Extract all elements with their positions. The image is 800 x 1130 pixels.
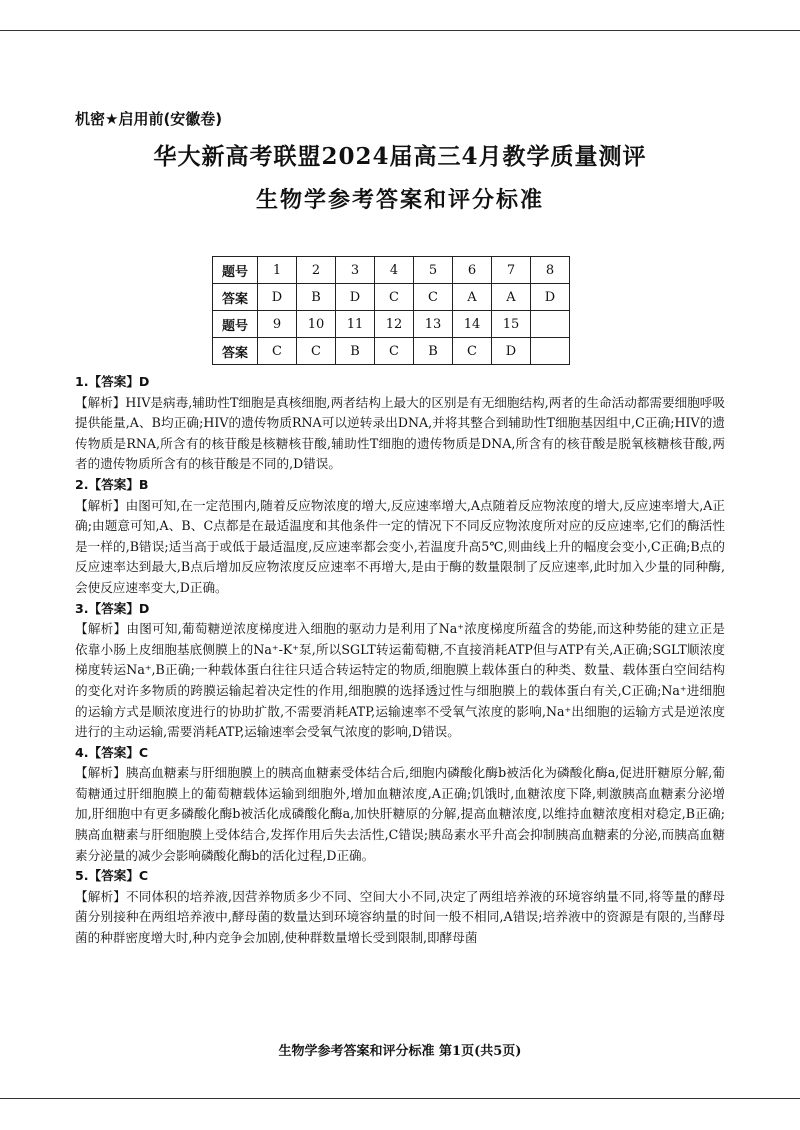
bottom-rule [0,1098,800,1099]
table-cell: 1 [258,257,297,284]
table-cell: C [297,338,336,365]
table-cell: A [453,284,492,311]
table-cell: A [492,284,531,311]
table-cell [531,338,570,365]
table-cell: 9 [258,311,297,338]
table-cell: 7 [492,257,531,284]
table-cell: C [453,338,492,365]
question-1-answer: 1.【答案】D [75,374,150,389]
question-3-answer: 3.【答案】D [75,600,150,616]
question-2-explanation: 【解析】由图可知,在一定范围内,随着反应物浓度的增大,反应速率增大,A点随着反应物浓度的增大,反应速率增大,A正确;由题意可知,A、B、C点都是在最适温度和其他条件一定的情况下不同反应物浓度所对应的反应速率,它们的酶活性是一样的,B错误;适当高于或低于最适温度,反应速率都会变小,若温度升高5℃,则曲线上升的幅度会变小,C正确;B点的反应速率达到最大,B点后增加反应物浓度反应速率不再增大,是由于酶的数量限制了反应速率,此时加入少量的同种酶,会使反应速率变大,D正确。 [75,497,725,595]
table-cell: 题号 [213,257,258,284]
table-cell: C [375,338,414,365]
table-cell: B [336,338,375,365]
table-cell: D [492,338,531,365]
confidential-label: 机密★启用前(安徽卷) [75,110,223,128]
table-cell: 12 [375,311,414,338]
document-subtitle: 生物学参考答案和评分标准 [255,188,544,213]
question-4-explanation: 【解析】胰高血糖素与肝细胞膜上的胰高血糖素受体结合后,细胞内磷酸化酶b被活化为磷酸化酶a,促进肝糖原分解,葡萄糖通过肝细胞膜上的葡萄糖载体运输到细胞外,增加血糖浓度,A正确;饥饿时,血糖浓度下降,刺激胰高血糖素分泌增加,肝细胞中有更多磷酸化酶b被活化成磷酸化酶a,加快肝糖原的分解,提高血糖浓度,以维持血糖浓度相对稳定,B正确;胰高血糖素与肝细胞膜上受体结合,发挥作用后失去活性,C错误;胰岛素水平升高会抑制胰高血糖素的分泌,而胰高血糖素分泌量的减少会影响磷酸化酶b的活化过程,D正确。 [75,765,725,863]
question-3-explanation: 【解析】由图可知,葡萄糖逆浓度梯度进入细胞的驱动力是利用了Na⁺浓度梯度所蕴含的势能,而这种势能的建立正是依靠小肠上皮细胞基底侧膜上的Na⁺-K⁺泵,所以SGLT转运葡萄糖,不直接消耗ATP但与ATP有关,A正确;SGLT顺浓度梯度转运Na⁺,B正确;一种载体蛋白往往只适合转运特定的物质,细胞膜上载体蛋白的种类、数量、载体蛋白空间结构的变化对许多物质的跨膜运输起着决定性的作用,细胞膜的选择透过性与细胞膜上的载体蛋白有关,C正确;Na⁺进细胞的运输方式是顺浓度进行的协助扩散,不需要消耗ATP,运输速率不受氧气浓度的影响,Na⁺出细胞的运输方式是逆浓度进行的主动运输,需要消耗ATP,运输速率会受氧气浓度的影响,D错误。 [75,621,725,740]
table-cell: 答案 [213,284,258,311]
table-cell: 6 [453,257,492,284]
table-cell: C [414,284,453,311]
table-cell: 4 [375,257,414,284]
question-2-answer: 2.【答案】B [75,476,149,492]
table-cell: 11 [336,311,375,338]
table-cell: C [258,338,297,365]
table-cell: 15 [492,311,531,338]
table-cell [531,311,570,338]
question-5-explanation: 【解析】不同体积的培养液,因营养物质多少不同、空间大小不同,决定了两组培养液的环境容纳量不同,将等量的酵母菌分别接种在两组培养液中,酵母菌的数量达到环境容纳量的时间一般不相同,A错误;培养液中的资源是有限的,当酵母菌的种群密度增大时,种内竞争会加剧,使种群数量增长受到限制,即酵母菌 [75,888,725,946]
table-row [213,257,570,284]
question-5-answer: 5.【答案】C [75,868,149,884]
table-cell: 答案 [213,338,258,365]
table-cell: B [414,338,453,365]
table-cell: D [531,284,570,311]
question-4-answer: 4.【答案】C [75,744,149,760]
table-row [213,338,570,365]
table-cell: 10 [297,311,336,338]
table-cell: D [258,284,297,311]
table-cell: 题号 [213,311,258,338]
table-cell: B [297,284,336,311]
table-cell: 14 [453,311,492,338]
table-cell: 8 [531,257,570,284]
table-cell: 13 [414,311,453,338]
document-title: 华大新高考联盟2024届高三4月教学质量测评 [153,143,647,170]
page-footer: 生物学参考答案和评分标准 第1页(共5页) [278,1044,522,1059]
table-cell: 5 [414,257,453,284]
table-cell: 3 [336,257,375,284]
table-cell: 2 [297,257,336,284]
answer-explanations [75,372,725,949]
answer-table [212,256,570,365]
table-row [213,284,570,311]
table-cell: D [336,284,375,311]
question-1-explanation: 【解析】HIV是病毒,辅助性T细胞是真核细胞,两者结构上最大的区别是有无细胞结构,两者的生命活动都需要细胞呼吸提供能量,A、B均正确;HIV的遗传物质RNA可以逆转录出DNA,并将其整合到辅助性T细胞基因组中,C正确;HIV的遗传物质是RNA,所含有的核苷酸是核糖核苷酸,辅助性T细胞的遗传物质是DNA,所含有的核苷酸是脱氧核糖核苷酸,两者的遗传物质所含有的核苷酸是不同的,D错误。 [75,394,725,472]
table-cell: C [375,284,414,311]
table-row [213,311,570,338]
top-rule [0,30,800,31]
